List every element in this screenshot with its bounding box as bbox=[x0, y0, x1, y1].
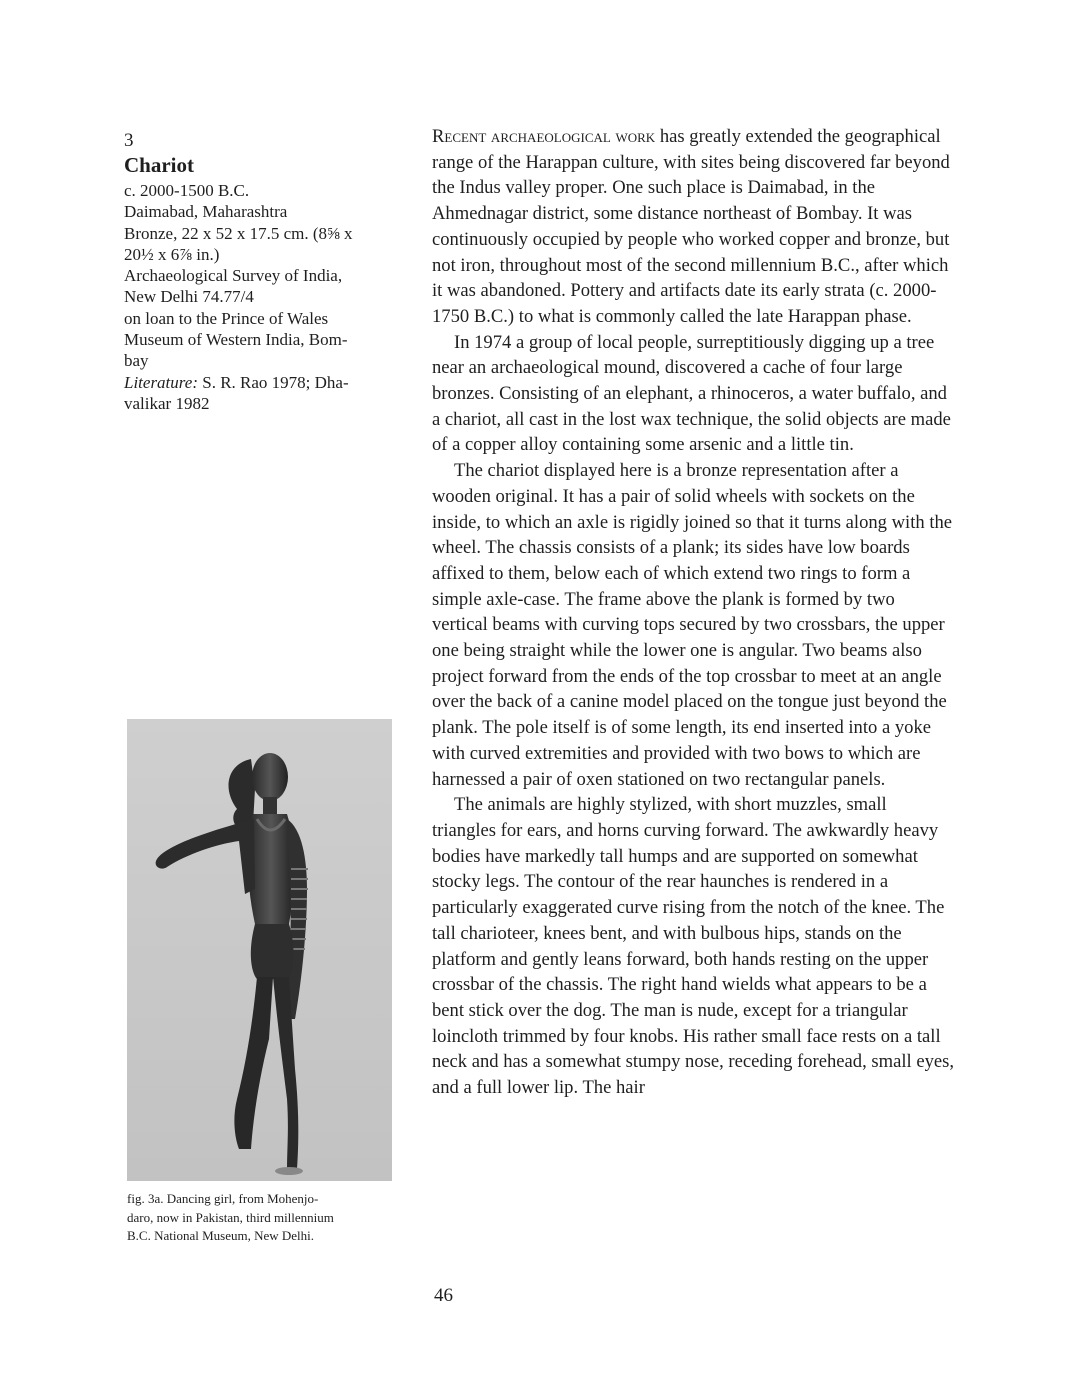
caption-line: fig. 3a. Dancing girl, from Mohenjo- bbox=[127, 1191, 319, 1206]
entry-loan-city: bay bbox=[124, 351, 149, 371]
body-paragraph-1 bbox=[432, 124, 954, 330]
entry-dimensions-inches: 20½ x 6⅞ in.) bbox=[124, 244, 220, 264]
dancing-girl-photo bbox=[127, 719, 392, 1181]
lead-in-smallcaps: Recent archaeological work bbox=[432, 126, 656, 147]
entry-literature-cont: valikar 1982 bbox=[124, 393, 210, 413]
entry-title: Chariot bbox=[124, 153, 194, 177]
dancing-girl-figure-illustration bbox=[127, 719, 392, 1181]
figure-caption bbox=[127, 1190, 395, 1246]
entry-findspot: Daimabad, Maharashtra bbox=[124, 202, 288, 222]
literature-text: S. R. Rao 1978; Dha- bbox=[197, 372, 349, 392]
entry-accession: New Delhi 74.77/4 bbox=[124, 287, 254, 307]
entry-owner: Archaeological Survey of India, bbox=[124, 266, 343, 286]
caption-line: B.C. National Museum, New Delhi. bbox=[127, 1228, 315, 1243]
entry-medium-dimensions: Bronze, 22 x 52 x 17.5 cm. (8⅝ x bbox=[124, 223, 353, 243]
paragraph-text: has greatly extended the geographical range of the Harappan culture, with sites being discovered far beyond the Indus valley proper. One such place is Daimabad, in the Ahmednagar district, some distance northeast of Bombay. It was continuously occupied by people who worked copper and bronze, but not iron, throughout most of the second millennium B.C., after which it was abandoned. Pottery and artifacts date its early strata (c. 2000-1750 B.C.) to what is commonly called the late Harappan phase. bbox=[432, 126, 950, 327]
entry-literature bbox=[124, 372, 394, 393]
entry-date: c. 2000-1500 B.C. bbox=[124, 181, 250, 200]
page-number: 46 bbox=[434, 1285, 453, 1306]
entry-loan: on loan to the Prince of Wales bbox=[124, 308, 329, 328]
entry-loan-museum: Museum of Western India, Bom- bbox=[124, 330, 348, 350]
body-paragraph-3: The chariot displayed here is a bronze representation after a wooden original. It has a pair of solid wheels with sockets on the inside, to which an axle is rigidly joined so that it turns along with the wheel. The chassis consists of a plank; its sides have low boards affixed to them, below each of which extend two rings to form a simple axle-case. The frame above the plank is formed by two vertical beams with curving tops secured by two crossbars, the upper one being straight while the lower one is angular. Two beams also project forward from the ends of the top crossbar to meet at an angle over the back of a canine model placed on the tongue just beyond the plank. The pole itself is of some length, its end inserted into a yoke with curved extremities and provided with two bows to which are harnessed a pair of oxen stationed on two rectangular panels. bbox=[432, 460, 953, 790]
catalogue-entry bbox=[124, 130, 394, 414]
entry-number: 3 bbox=[124, 130, 134, 151]
body-text bbox=[432, 124, 954, 1101]
body-paragraph-4: The animals are highly stylized, with short muzzles, small triangles for ears, and horns curving forward. The awkwardly heavy bodies have markedly tall humps and are supported on somewhat stocky legs. The contour of the rear haunches is rendered in a particularly exaggerated curve rising from the notch of the knee. The tall charioteer, knees bent, and with bulbous hips, stands on the platform and gently leans forward, both hands resting on the upper crossbar of the chassis. The right hand wields what appears to be a bent stick over the dog. The man is nude, except for a triangular loincloth trimmed by four knobs. His rather small face rests on a tall neck and has a somewhat stumpy nose, receding forehead, small eyes, and a full lower lip. The hair bbox=[432, 794, 955, 1099]
literature-label: Literature: bbox=[124, 372, 198, 392]
body-paragraph-2: In 1974 a group of local people, surreptitiously digging up a tree near an archaeological mound, discovered a cache of four large bronzes. Consisting of an elephant, a rhinoceros, a water buffalo, and a chariot, all cast in the lost wax technique, the solid objects are made of a copper alloy containing some arsenic and a little tin. bbox=[432, 331, 951, 456]
caption-line: daro, now in Pakistan, third millennium bbox=[127, 1209, 334, 1225]
